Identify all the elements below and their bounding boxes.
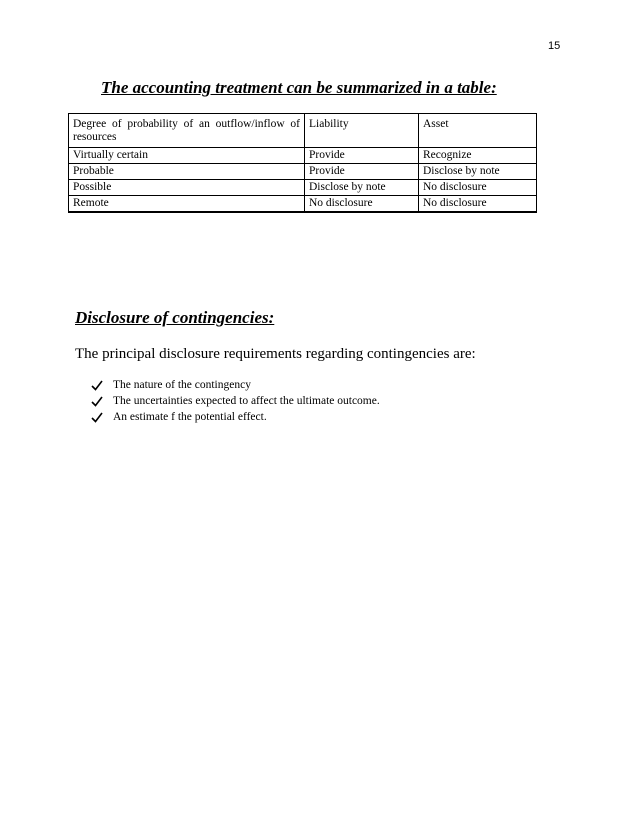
list-item [91,393,380,409]
table-cell: Possible [69,180,305,196]
page-number: 15 [548,40,561,52]
check-icon [91,396,103,407]
table-cell: No disclosure [419,180,537,196]
accounting-treatment-table [68,113,537,213]
table-cell: Probable [69,164,305,180]
table-header-row [69,114,537,148]
table-cell: Recognize [419,148,537,164]
requirements-list [91,377,380,425]
check-icon [91,412,103,423]
table-row [69,196,537,213]
table-cell: Virtually certain [69,148,305,164]
table-header-cell: Asset [419,114,537,148]
table-header-cell: Degree of probability of an outflow/inflow of resources [69,114,305,148]
list-item-text: An estimate f the potential effect. [113,411,267,423]
table-cell: No disclosure [305,196,419,213]
table-cell: Provide [305,164,419,180]
list-item [91,377,380,393]
list-item-text: The nature of the contingency [113,379,251,391]
table-cell: Remote [69,196,305,213]
table-header-cell: Liability [305,114,419,148]
list-item-text: The uncertainties expected to affect the ultimate outcome. [113,395,380,407]
table-heading: The accounting treatment can be summarized in a table: [101,78,497,97]
table-row [69,164,537,180]
table-row [69,180,537,196]
check-icon [91,380,103,391]
table-cell: Disclose by note [305,180,419,196]
disclosure-heading: Disclosure of contingencies: [75,308,275,327]
table-cell: Provide [305,148,419,164]
table-row [69,148,537,164]
list-item [91,409,380,425]
intro-paragraph: The principal disclosure requirements regarding contingencies are: [75,346,476,362]
table-cell: No disclosure [419,196,537,213]
table-cell: Disclose by note [419,164,537,180]
